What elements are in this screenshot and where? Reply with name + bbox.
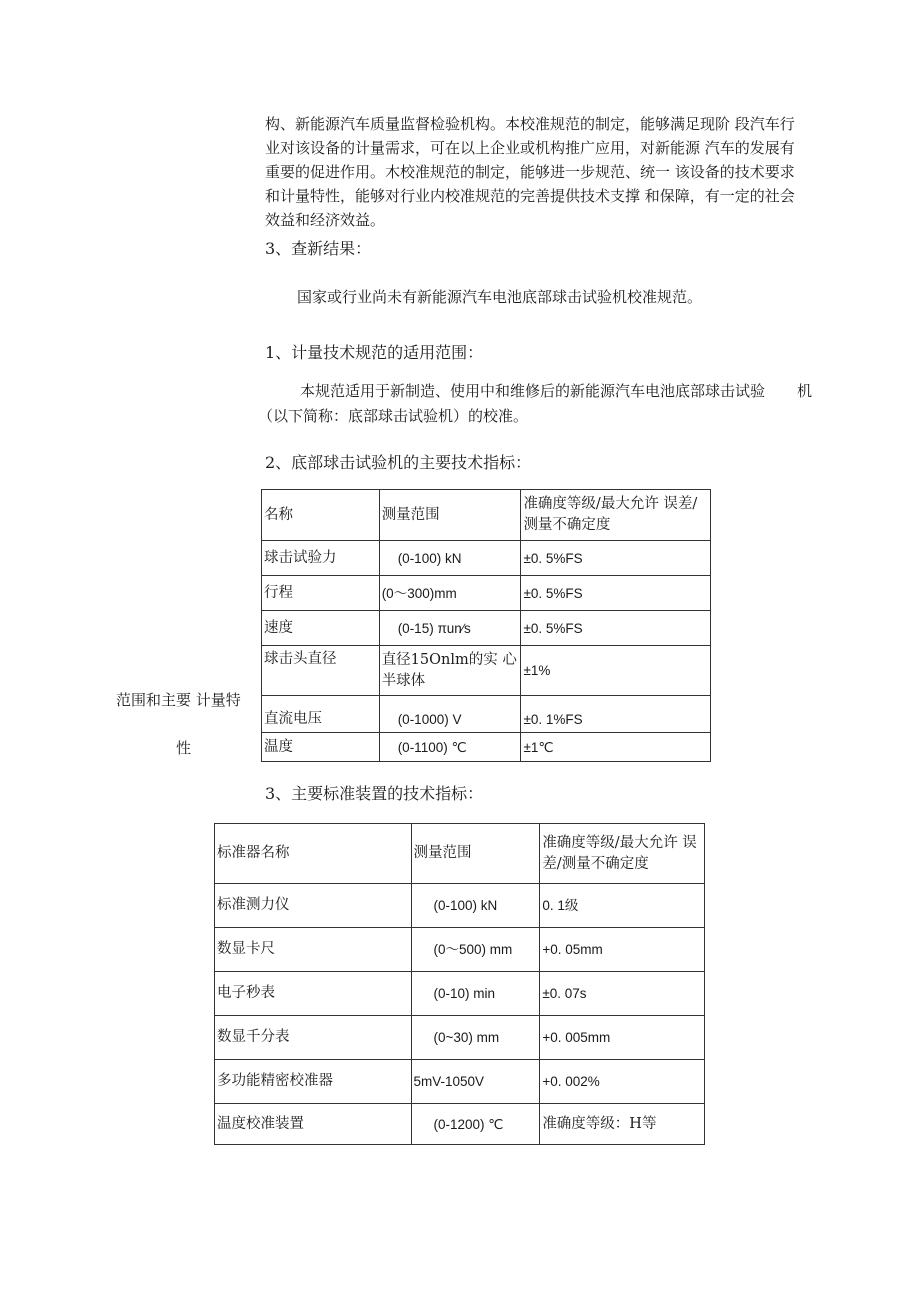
search-result-heading: 3、查新结果： <box>265 239 372 258</box>
spec-name: 直流电压 <box>262 696 380 733</box>
table-row <box>215 1060 705 1104</box>
spec-accuracy: ±0. 5%FS <box>521 576 711 611</box>
standard-name: 数显卡尺 <box>215 928 412 972</box>
table-row <box>215 1104 705 1145</box>
intro-line: 构、新能源汽车质量监督检验机构。本校准规范的制定，能够满足现阶 段汽车行 <box>265 115 795 133</box>
header-cell: 标准器名称 <box>215 824 412 884</box>
table-row <box>262 611 711 646</box>
table-row <box>215 928 705 972</box>
spec-range: (0-100) kN <box>379 541 521 576</box>
scope-text-line2: （以下简称：底部球击试验机）的校准。 <box>258 407 529 425</box>
spec-accuracy: ±0. 5%FS <box>521 611 711 646</box>
scope-heading: 1、计量技术规范的适用范围： <box>265 343 484 362</box>
intro-line: 重要的促进作用。木校准规范的制定，能够进一步规范、统一 该设备的技术要求 <box>265 163 795 181</box>
standard-range: (0～500) mm <box>411 928 540 972</box>
standard-accuracy: +0. 005mm <box>540 1016 705 1060</box>
intro-line: 和计量特性，能够对行业内校准规范的完善提供技术支撑 和保障，有一定的社会 <box>265 187 795 205</box>
side-label-line1: 范围和主要 计量特 <box>116 691 241 709</box>
standard-accuracy: +0. 002% <box>540 1060 705 1104</box>
standard-range: 5mV-1050V <box>411 1060 540 1104</box>
search-result-text: 国家或行业尚未有新能源汽车电池底部球击试验机校准规范。 <box>297 288 703 306</box>
standard-name: 标准测力仪 <box>215 884 412 928</box>
table-row <box>215 972 705 1016</box>
spec-accuracy: ±1% <box>521 646 711 696</box>
standard-accuracy: ±0. 07s <box>540 972 705 1016</box>
scope-text-line1-tail: 机 <box>797 382 813 400</box>
side-label-line2: 性 <box>176 739 192 757</box>
intro-paragraph <box>265 112 820 232</box>
scope-text-line1: 本规范适用于新制造、使用中和维修后的新能源汽车电池底部球击试验 <box>300 382 766 400</box>
standard-name: 电子秒表 <box>215 972 412 1016</box>
header-cell: 准确度等级/最大允许 误差/测量不确定度 <box>521 490 711 541</box>
spec-accuracy: ±0. 1%FS <box>521 696 711 733</box>
standards-table <box>214 823 705 1145</box>
header-cell: 测量范围 <box>411 824 540 884</box>
standard-name: 多功能精密校准器 <box>215 1060 412 1104</box>
spec-range: (0-1100) ℃ <box>379 733 521 762</box>
standard-range: (0~30) mm <box>411 1016 540 1060</box>
spec-name: 温度 <box>262 733 380 762</box>
specs-heading: 2、底部球击试验机的主要技术指标： <box>265 453 532 472</box>
spec-range: (0-15) πun∕s <box>379 611 521 646</box>
table-row <box>262 541 711 576</box>
specs-table <box>261 489 711 762</box>
spec-range: (0-1000) V <box>379 696 521 733</box>
standard-name: 数显千分表 <box>215 1016 412 1060</box>
intro-line: 效益和经济效益。 <box>265 211 386 229</box>
standard-accuracy: +0. 05mm <box>540 928 705 972</box>
table-row <box>215 824 705 884</box>
table-row <box>215 1016 705 1060</box>
standards-heading: 3、主要标准装置的技术指标： <box>265 784 484 803</box>
standard-range: (0-1200) ℃ <box>411 1104 540 1145</box>
spec-name: 球击头直径 <box>262 646 380 696</box>
header-cell: 名称 <box>262 490 380 541</box>
standard-range: (0-10) min <box>411 972 540 1016</box>
standard-name: 温度校准装置 <box>215 1104 412 1145</box>
header-cell: 准确度等级/最大允许 误差/测量不确定度 <box>540 824 705 884</box>
table-row <box>215 884 705 928</box>
spec-name: 行程 <box>262 576 380 611</box>
header-cell: 测量范围 <box>379 490 521 541</box>
standard-accuracy: 准确度等级：H等 <box>540 1104 705 1145</box>
spec-accuracy: ±1℃ <box>521 733 711 762</box>
spec-accuracy: ±0. 5%FS <box>521 541 711 576</box>
table-row <box>262 733 711 762</box>
spec-range: (0～300)mm <box>379 576 521 611</box>
spec-name: 球击试验力 <box>262 541 380 576</box>
table-row <box>262 696 711 733</box>
table-row <box>262 576 711 611</box>
spec-range: 直径15Onlm的实 心半球体 <box>379 646 521 696</box>
standard-accuracy: 0. 1级 <box>540 884 705 928</box>
spec-name: 速度 <box>262 611 380 646</box>
standard-range: (0-100) kN <box>411 884 540 928</box>
intro-line: 业对该设备的计量需求，可在以上企业或机构推广应用，对新能源 汽车的发展有 <box>265 139 795 157</box>
table-row <box>262 646 711 696</box>
table-row <box>262 490 711 541</box>
